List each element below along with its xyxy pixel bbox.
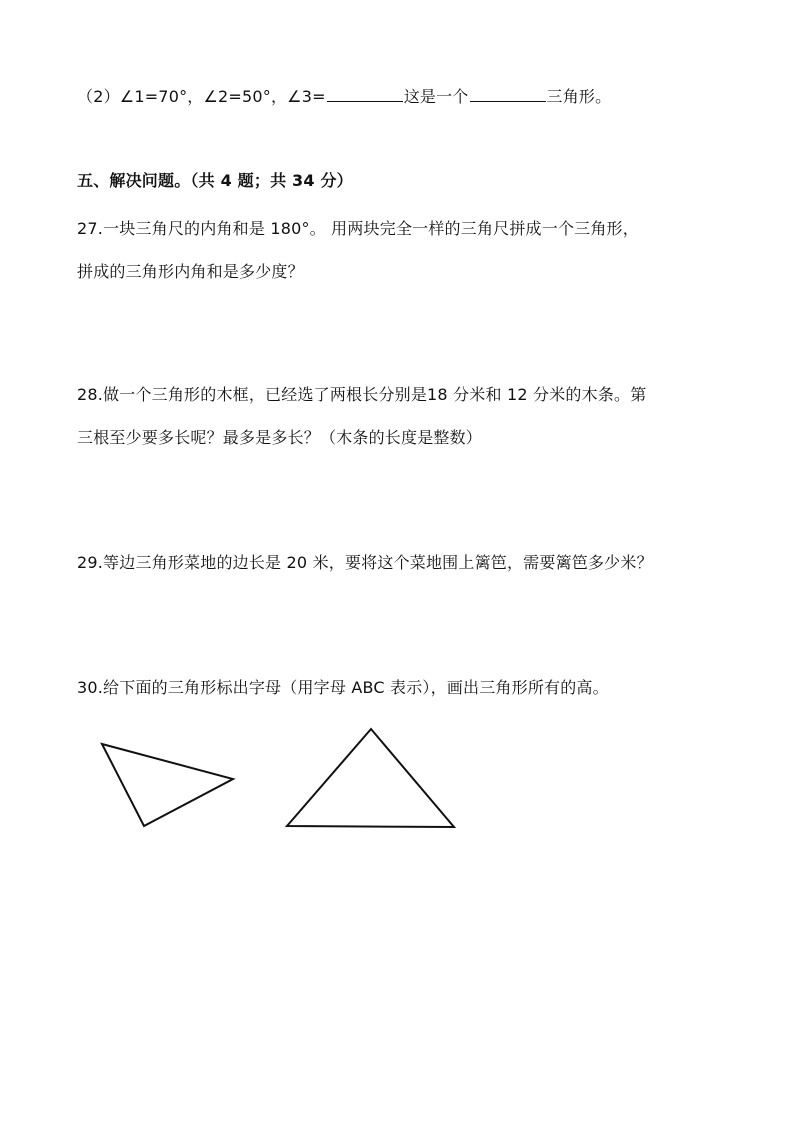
left-triangle[interactable] [102, 744, 233, 826]
q26-2-middle: 这是一个 [403, 87, 469, 106]
question-30-line-1: 30.给下面的三角形标出字母（用字母 ABC 表示），画出三角形所有的高。 [77, 678, 609, 697]
section-5-heading: 五、解决问题。（共 4 题；共 34 分） [77, 171, 353, 190]
question-29-line-1: 29.等边三角形菜地的边长是 20 米，要将这个菜地围上篱笆，需要篱笆多少米？ [77, 553, 653, 572]
q26-2-suffix: 三角形。 [546, 87, 612, 106]
right-triangle[interactable] [287, 729, 454, 827]
question-27-line-2: 拼成的三角形内角和是多少度？ [77, 262, 304, 281]
q26-2-prefix: （2）∠1=70°，∠2=50°，∠3= [77, 87, 326, 106]
question-27-line-1: 27.一块三角尺的内角和是 180°。 用两块完全一样的三角尺拼成一个三角形， [77, 219, 639, 238]
question-28-line-1: 28.做一个三角形的木框，已经选了两根长分别是18 分米和 12 分米的木条。第 [77, 385, 647, 404]
question-28-line-2: 三根至少要多长呢？最多是多长？（木条的长度是整数） [77, 428, 483, 447]
